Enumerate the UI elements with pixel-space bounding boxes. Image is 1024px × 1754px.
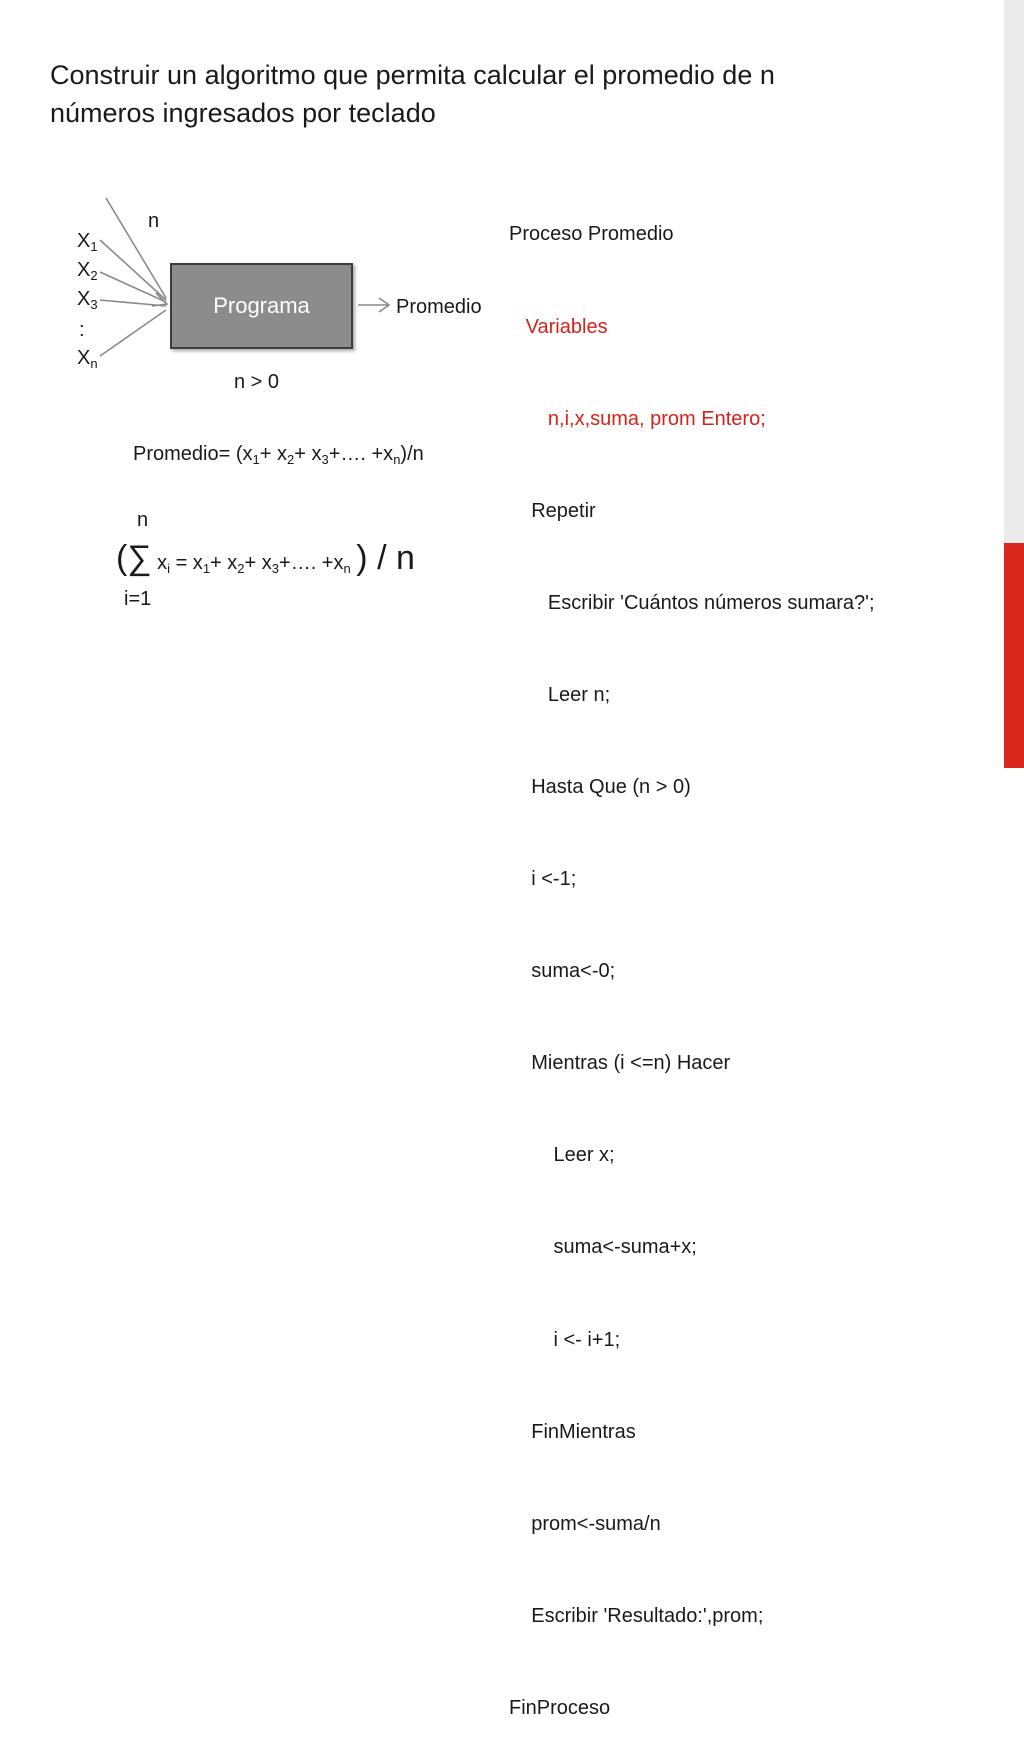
input-xn: $X_n$ — [77, 347, 98, 371]
side-bar-gray — [1004, 0, 1024, 543]
input-x3: $X_3$ — [77, 288, 98, 312]
code-line: FinProceso — [509, 1696, 611, 1719]
input-x1: $X_1$ — [77, 230, 98, 254]
code-line: Hasta Que (n > 0) — [509, 775, 691, 798]
code-line: Escribir 'Resultado:',prom; — [509, 1604, 764, 1627]
code-line: suma<-suma+x; — [509, 1236, 697, 1259]
code-line: Proceso Promedio — [509, 223, 674, 246]
code-line: Leer n; — [509, 683, 611, 706]
code-line: suma<-0; — [509, 960, 616, 983]
side-bar-red — [1004, 543, 1024, 768]
code-line: FinMientras — [509, 1420, 636, 1443]
code-line: Variables — [509, 315, 608, 338]
pseudocode-block — [509, 158, 875, 1754]
code-line: i <- i+1; — [509, 1328, 621, 1351]
code-line: i <-1; — [509, 868, 577, 891]
programa-box: Programa — [170, 263, 353, 349]
average-formula: Promedio= ($x_1+ x_2+$ $x_3+\dots$. $+x_n)/n$ — [133, 443, 424, 467]
sum-upper-limit: n — [137, 509, 149, 531]
code-line: Leer x; — [509, 1144, 615, 1167]
output-label: Promedio — [396, 296, 482, 318]
code-line: Escribir 'Cuántos números sumara?'; — [509, 591, 875, 614]
code-line: prom<-suma/n — [509, 1512, 661, 1535]
condition-label: n > 0 — [234, 371, 280, 393]
code-line: Repetir — [509, 499, 596, 522]
input-x2: $X_2$ — [77, 259, 98, 283]
code-line: n,i,x,suma, prom Entero; — [509, 407, 766, 430]
slide-title: Construir un algoritmo que permita calcular el promedio de n números ingresados por teclado — [50, 60, 775, 128]
input-ellipsis: : — [79, 319, 85, 341]
code-line: Mientras (i <=n) Hacer — [509, 1052, 731, 1075]
summation-formula: (∑ $x_i = x_1+ x_2+$ $x_3+\dots$. $+x_n$ ) / n — [116, 539, 415, 577]
input-n-label: n — [148, 210, 160, 232]
sum-lower-limit: i=1 — [124, 588, 152, 610]
